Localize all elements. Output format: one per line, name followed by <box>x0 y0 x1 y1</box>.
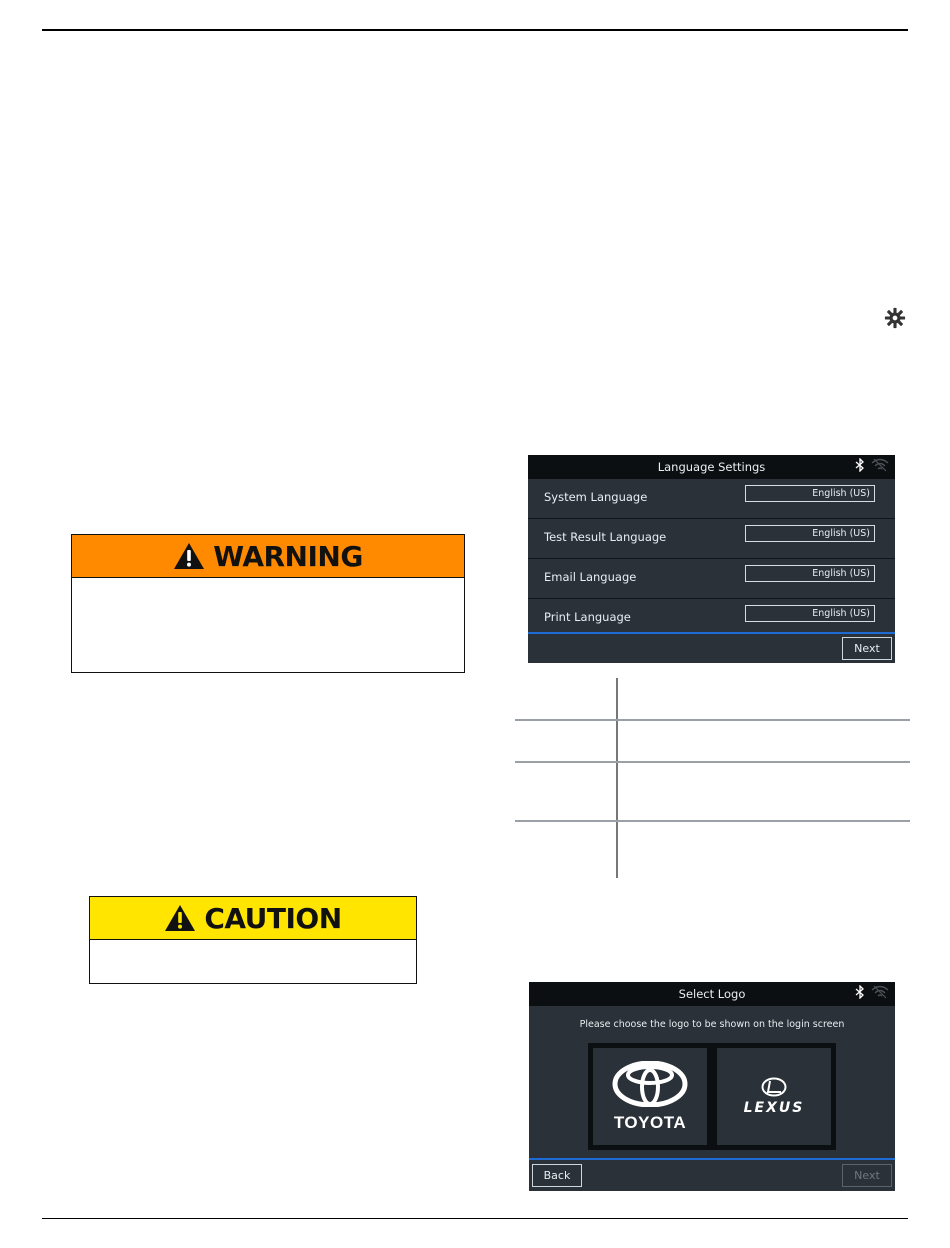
wifi-off-icon <box>871 458 889 472</box>
toyota-logo-icon <box>612 1061 688 1107</box>
lexus-wordmark: LEXUS <box>743 1100 805 1116</box>
footer-divider <box>529 1158 895 1160</box>
caution-header <box>90 897 416 940</box>
table-row-line <box>515 761 910 763</box>
row-label: Email Language <box>544 570 637 584</box>
warning-title: WARNING <box>213 539 363 573</box>
setting-row-test-result-language[interactable] <box>528 518 895 559</box>
next-button[interactable]: Next <box>842 1164 892 1187</box>
system-language-select[interactable]: English (US) <box>745 485 875 502</box>
status-icons <box>855 458 889 472</box>
screen-title: Language Settings <box>657 460 766 474</box>
footer-divider <box>528 632 895 634</box>
test-result-language-select[interactable]: English (US) <box>745 525 875 542</box>
warning-triangle-icon <box>173 542 205 570</box>
caution-triangle-icon <box>164 904 196 932</box>
language-settings-screen <box>528 455 895 663</box>
top-rule <box>42 29 908 31</box>
select-logo-screen <box>529 982 895 1191</box>
lexus-logo-option[interactable] <box>717 1048 831 1145</box>
print-language-select[interactable]: English (US) <box>745 605 875 622</box>
row-label: Print Language <box>544 610 631 624</box>
table-row-line <box>515 820 910 822</box>
title-bar <box>529 982 895 1006</box>
caution-title: CAUTION <box>204 901 342 935</box>
bluetooth-icon <box>855 458 865 472</box>
setting-row-email-language[interactable] <box>528 558 895 599</box>
row-label: System Language <box>544 490 648 504</box>
setting-row-system-language[interactable] <box>528 478 895 519</box>
email-language-select[interactable]: English (US) <box>745 565 875 582</box>
bluetooth-icon <box>855 985 865 999</box>
toyota-wordmark: TOYOTA <box>613 1112 687 1132</box>
row-label: Test Result Language <box>544 530 667 544</box>
wifi-off-icon <box>871 985 889 999</box>
screen-title: Select Logo <box>678 987 746 1001</box>
bottom-rule <box>42 1218 908 1219</box>
lexus-logo-icon <box>761 1077 787 1097</box>
status-icons <box>855 985 889 999</box>
table-vertical-line <box>616 678 618 878</box>
title-bar <box>528 455 895 479</box>
table-row-line <box>515 719 910 721</box>
next-button[interactable]: Next <box>842 637 892 660</box>
warning-box <box>71 534 465 673</box>
logo-prompt: Please choose the logo to be shown on the login screen <box>579 1019 845 1030</box>
gear-icon <box>884 307 906 329</box>
warning-header <box>72 535 464 578</box>
back-button[interactable]: Back <box>532 1164 582 1187</box>
toyota-logo-option[interactable] <box>593 1048 707 1145</box>
logo-picker <box>588 1043 836 1150</box>
caution-box <box>89 896 417 984</box>
